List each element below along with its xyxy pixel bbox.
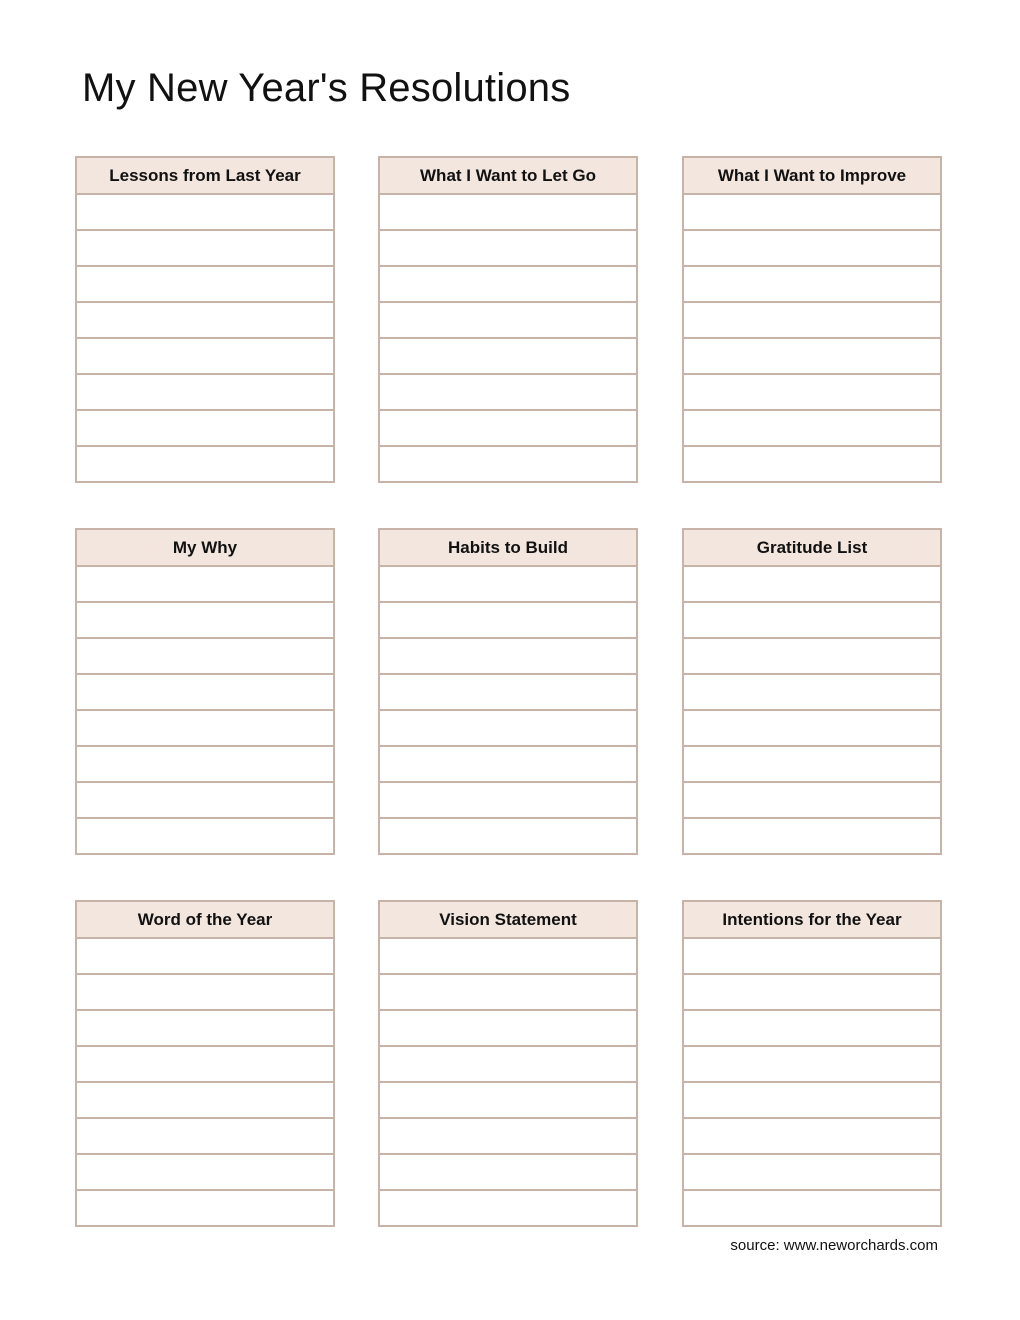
writing-line[interactable] [77,1047,333,1083]
writing-line[interactable] [684,447,940,481]
writing-line[interactable] [77,675,333,711]
writing-line[interactable] [77,411,333,447]
writing-line[interactable] [380,1119,636,1155]
writing-line[interactable] [684,675,940,711]
writing-line[interactable] [77,711,333,747]
writing-line[interactable] [77,447,333,481]
writing-line[interactable] [684,975,940,1011]
writing-line[interactable] [77,1011,333,1047]
writing-line[interactable] [380,447,636,481]
writing-line[interactable] [684,1191,940,1225]
writing-line[interactable] [77,339,333,375]
section-box-lessons-from-last-year [75,156,335,483]
section-box-what-i-want-to-improve [682,156,942,483]
writing-line[interactable] [684,411,940,447]
writing-line[interactable] [684,1011,940,1047]
section-box-gratitude-list [682,528,942,855]
section-box-intentions-for-the-year [682,900,942,1227]
writing-line[interactable] [380,375,636,411]
section-box-what-i-want-to-let-go [378,156,638,483]
writing-line[interactable] [380,1191,636,1225]
writing-line[interactable] [77,1191,333,1225]
writing-line[interactable] [684,711,940,747]
writing-line[interactable] [684,231,940,267]
writing-line[interactable] [77,375,333,411]
writing-line[interactable] [380,1155,636,1191]
section-title: Lessons from Last Year [77,158,333,195]
writing-line[interactable] [684,819,940,853]
writing-line[interactable] [684,1119,940,1155]
section-title: Vision Statement [380,902,636,939]
writing-line[interactable] [380,411,636,447]
writing-line[interactable] [77,975,333,1011]
section-box-vision-statement [378,900,638,1227]
writing-line[interactable] [77,195,333,231]
writing-line[interactable] [380,267,636,303]
writing-line[interactable] [77,567,333,603]
writing-line[interactable] [380,711,636,747]
writing-line[interactable] [380,303,636,339]
section-title: Intentions for the Year [684,902,940,939]
writing-line[interactable] [380,1083,636,1119]
writing-line[interactable] [684,267,940,303]
writing-line[interactable] [684,747,940,783]
section-box-my-why [75,528,335,855]
writing-line[interactable] [77,819,333,853]
writing-line[interactable] [77,1155,333,1191]
writing-line[interactable] [77,303,333,339]
writing-line[interactable] [77,639,333,675]
section-title: What I Want to Let Go [380,158,636,195]
writing-line[interactable] [77,1083,333,1119]
writing-line[interactable] [380,195,636,231]
section-title: Word of the Year [77,902,333,939]
writing-line[interactable] [77,267,333,303]
writing-line[interactable] [684,783,940,819]
writing-line[interactable] [380,639,636,675]
writing-line[interactable] [380,747,636,783]
writing-line[interactable] [684,1083,940,1119]
writing-line[interactable] [684,603,940,639]
writing-line[interactable] [380,783,636,819]
writing-line[interactable] [380,675,636,711]
section-box-habits-to-build [378,528,638,855]
writing-line[interactable] [380,603,636,639]
page-title: My New Year's Resolutions [82,66,571,110]
writing-line[interactable] [684,639,940,675]
section-title: My Why [77,530,333,567]
writing-line[interactable] [684,1155,940,1191]
writing-line[interactable] [684,939,940,975]
writing-line[interactable] [684,567,940,603]
writing-line[interactable] [77,603,333,639]
section-title: Gratitude List [684,530,940,567]
writing-line[interactable] [684,195,940,231]
section-box-word-of-the-year [75,900,335,1227]
writing-line[interactable] [77,783,333,819]
section-title: Habits to Build [380,530,636,567]
section-title: What I Want to Improve [684,158,940,195]
writing-line[interactable] [77,747,333,783]
writing-line[interactable] [684,339,940,375]
writing-line[interactable] [380,339,636,375]
writing-line[interactable] [380,819,636,853]
writing-line[interactable] [380,231,636,267]
writing-line[interactable] [380,975,636,1011]
writing-line[interactable] [77,939,333,975]
writing-line[interactable] [380,1011,636,1047]
source-credit: source: www.neworchards.com [730,1237,938,1254]
writing-line[interactable] [77,1119,333,1155]
writing-line[interactable] [77,231,333,267]
writing-line[interactable] [380,567,636,603]
writing-line[interactable] [380,939,636,975]
writing-line[interactable] [684,1047,940,1083]
writing-line[interactable] [684,375,940,411]
writing-line[interactable] [684,303,940,339]
writing-line[interactable] [380,1047,636,1083]
